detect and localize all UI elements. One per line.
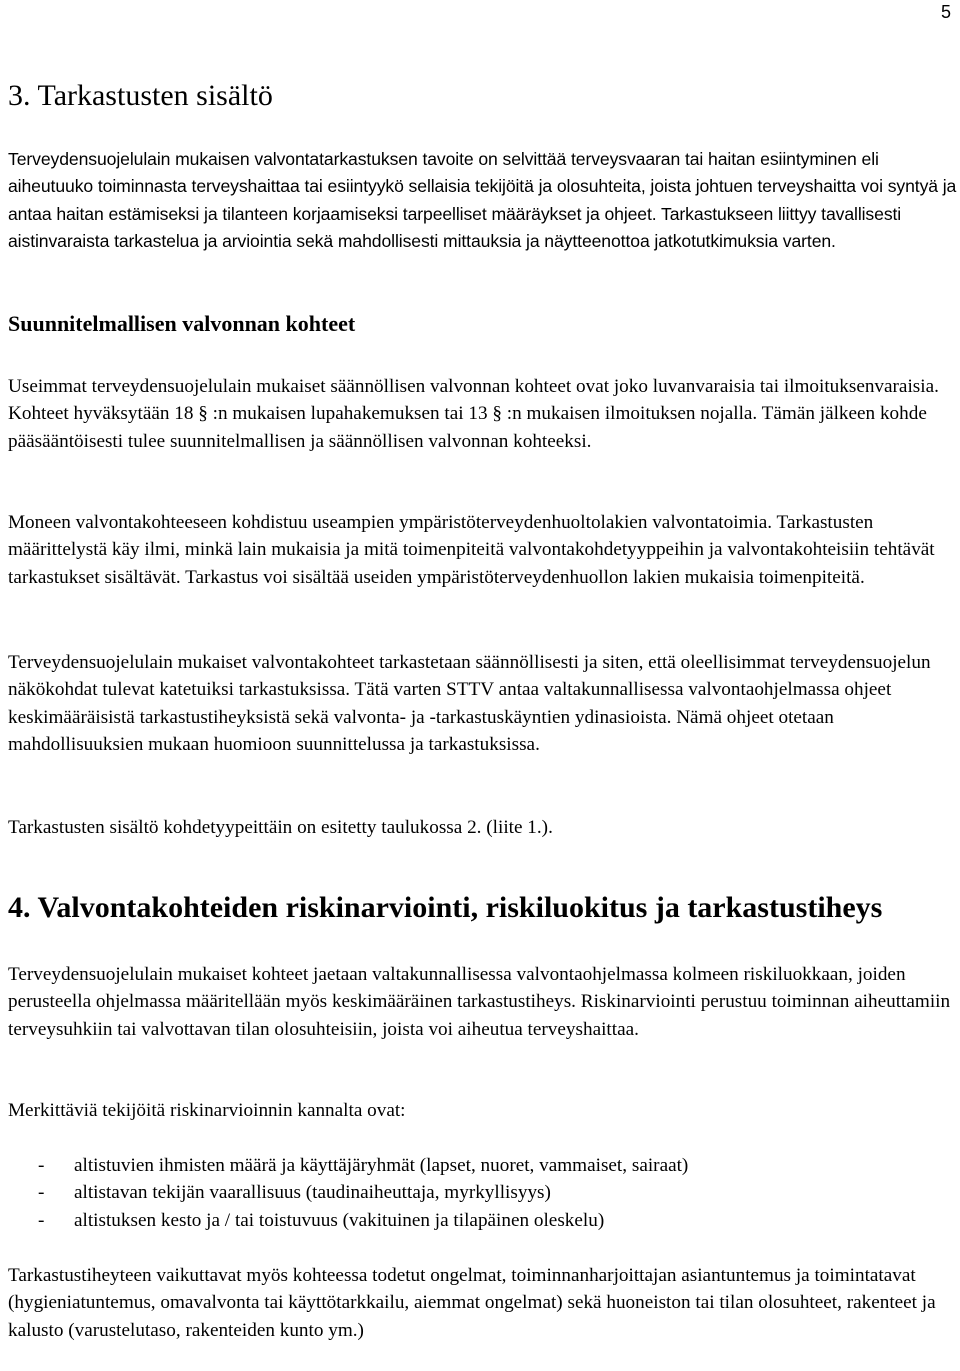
section-4-heading: 4. Valvontakohteiden riskinarviointi, riskiluokitus ja tarkastustiheys bbox=[8, 891, 883, 924]
paragraph-risk-classes: Terveydensuojelulain mukaiset kohteet jaetaan valtakunnallisessa valvontaohjelmassa kolmeen riskiluokkaan, joiden perusteella ohjelmassa määritellään myös keskimääräinen tarkastustiheys. Riskinarviointi perustuu toiminnan aiheuttamiin terveysuhkiin tai valvottavan tilan olosuhteisiin, joista voi aiheutua terveyshaittaa. bbox=[8, 964, 951, 1040]
list-item bbox=[8, 1152, 688, 1179]
list-dash: - bbox=[38, 1209, 45, 1231]
list-dash: - bbox=[38, 1155, 45, 1176]
list-item-text: altistuksen kesto ja / tai toistuvuus (vakituinen ja tilapäinen oleskelu) bbox=[74, 1209, 605, 1231]
paragraph-supervision-targets: Useimmat terveydensuojelulain mukaiset säännöllisen valvonnan kohteet ovat joko luvanvaraisia tai ilmoituksenvaraisia. Kohteet hyväksytään 18 § :n mukaisen lupahakemuksen tai 13 § :n mukaisen ilmoituksen nojalla. Tämän jälkeen kohde pääsääntöisesti tulee suunnitelmallisen ja säännöllisen valvonnan kohteeksi. bbox=[8, 376, 939, 452]
section-3-heading: 3. Tarkastusten sisältö bbox=[8, 79, 273, 112]
list-item-text: altistavan tekijän vaarallisuus (taudinaiheuttaja, myrkyllisyys) bbox=[74, 1182, 551, 1204]
section-3-intro: Terveydensuojelulain mukaisen valvontatarkastuksen tavoite on selvittää terveysvaaran tai haitan esiintyminen eli aiheutuuko toiminnasta terveyshaittaa tai esiintyykö sellaisia tekijöitä ja olosuhteita, joista johtuen terveyshaitta voi syntyä ja antaa haitan estämiseksi ja tilanteen korjaamiseksi tarpeelliset määräykset ja ohjeet. Tarkastukseen liittyy tavallisesti aistinvaraista tarkastelua ja arviointia sekä mahdollisesti mittauksia ja näytteenottoa jatkotutkimuksia varten. bbox=[8, 149, 957, 252]
paragraph-table-reference: Tarkastusten sisältö kohdetyypeittäin on esitetty taulukossa 2. (liite 1.). bbox=[8, 817, 553, 838]
paragraph-environmental-laws: Moneen valvontakohteeseen kohdistuu useampien ympäristöterveydenhuoltolakien valvontatoimia. Tarkastusten määrittelystä käy ilmi, minkä lain mukaisia ja mitä toimenpiteitä valvontakohdetyyppeihin ja valvontakohteisiin tehtävät tarkastukset sisältävät. Tarkastus voi sisältää useiden ympäristöterveydenhuollon lakien mukaisia toimenpiteitä. bbox=[8, 512, 935, 588]
list-dash: - bbox=[38, 1182, 45, 1204]
risk-factor-list bbox=[8, 1152, 688, 1234]
paragraph-risk-factors-intro: Merkittäviä tekijöitä riskinarvioinnin kannalta ovat: bbox=[8, 1100, 406, 1121]
list-item bbox=[8, 1207, 688, 1234]
list-item-text: altistuvien ihmisten määrä ja käyttäjäryhmät (lapset, nuoret, vammaiset, sairaat) bbox=[74, 1155, 689, 1176]
list-item bbox=[8, 1179, 688, 1206]
paragraph-sttv-guidance: Terveydensuojelulain mukaiset valvontakohteet tarkastetaan säännöllisesti ja siten, että oleellisimmat terveydensuojelun näkökohdat tulevat katetuiksi tarkastuksissa. Tätä varten STTV antaa valtakunnallisessa valvontaohjelmassa ohjeet keskimääräisistä tarkastustiheyksistä sekä valvonta- ja -tarkastuskäyntien ydinasioista. Nämä ohjeet otetaan mahdollisuuksien mukaan huomioon suunnittelussa ja tarkastuksissa. bbox=[8, 652, 931, 756]
paragraph-inspection-frequency: Tarkastustiheyteen vaikuttavat myös kohteessa todetut ongelmat, toiminnanharjoittajan asiantuntemus ja toimintatavat (hygieniatuntemus, omavalvonta tai käyttötarkkailu, aiemmat ongelmat) sekä huoneiston tai tilan olosuhteet, rakenteet ja kalusto (varustelutaso, rakenteiden kunto ym.) bbox=[8, 1265, 936, 1341]
subheading-planned-supervision: Suunnitelmallisen valvonnan kohteet bbox=[8, 311, 356, 336]
page-number: 5 bbox=[940, 2, 951, 22]
